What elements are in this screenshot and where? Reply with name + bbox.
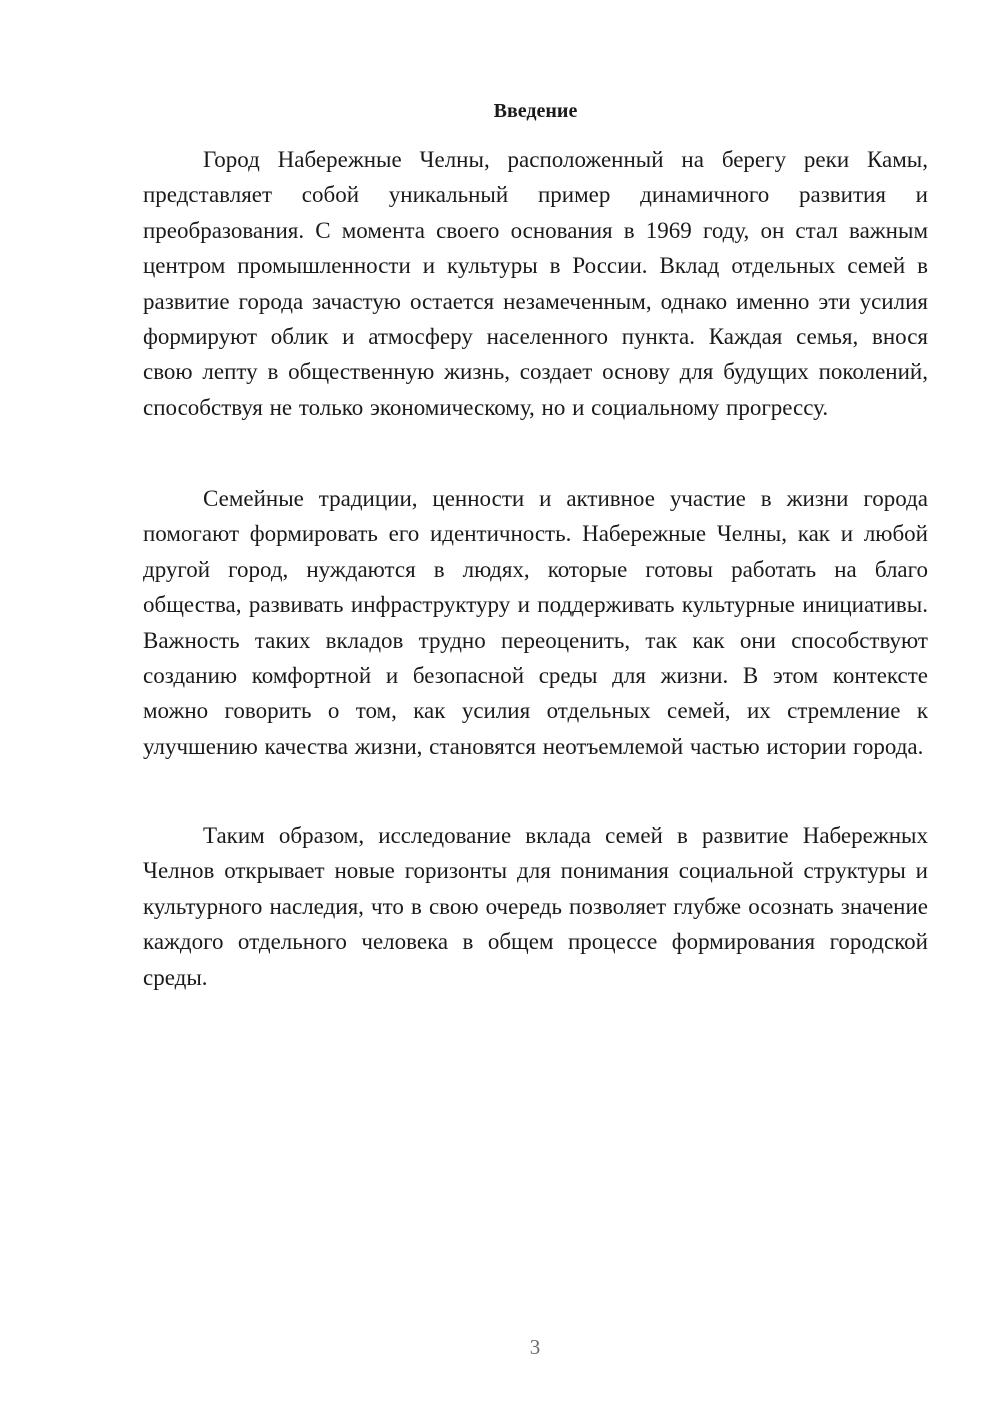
paragraph-1: Город Набережные Челны, расположенный на берегу реки Камы, представляет собой уникальный пример динамичного развития и преобразования. С момента своего основания в 1969 году, он стал важным центром промышленности и культуры в России. Вклад отдельных семей в развитие города зачастую остается незамеченным, однако именно эти усилия формируют облик и атмосферу населенного пункта. Каждая семья, внося свою лепту в общественную жизнь, создает основу для будущих поколений, способствуя не только экономическому, но и социальному прогрессу. (143, 147, 928, 420)
paragraph-3: Таким образом, исследование вклада семей в развитие Набережных Челнов открывает новые горизонты для понимания социальной структуры и культурного наследия, что в свою очередь позволяет глубже осознать значение каждого отдельного человека в общем процессе формирования городской среды. (143, 823, 928, 990)
paragraph-2: Семейные традиции, ценности и активное участие в жизни города помогают формировать его идентичность. Набережные Челны, как и любой другой город, нуждаются в людях, которые готовы работать на благо общества, развивать инфраструктуру и поддерживать культурные инициативы. Важность таких вкладов трудно переоценить, так как они способствуют созданию комфортной и безопасной среды для жизни. В этом контексте можно говорить о том, как усилия отдельных семей, их стремление к улучшению качества жизни, становятся неотъемлемой частью истории города. (143, 486, 928, 759)
page-number: 3 (529, 1335, 541, 1359)
section-heading: Введение (493, 100, 578, 122)
